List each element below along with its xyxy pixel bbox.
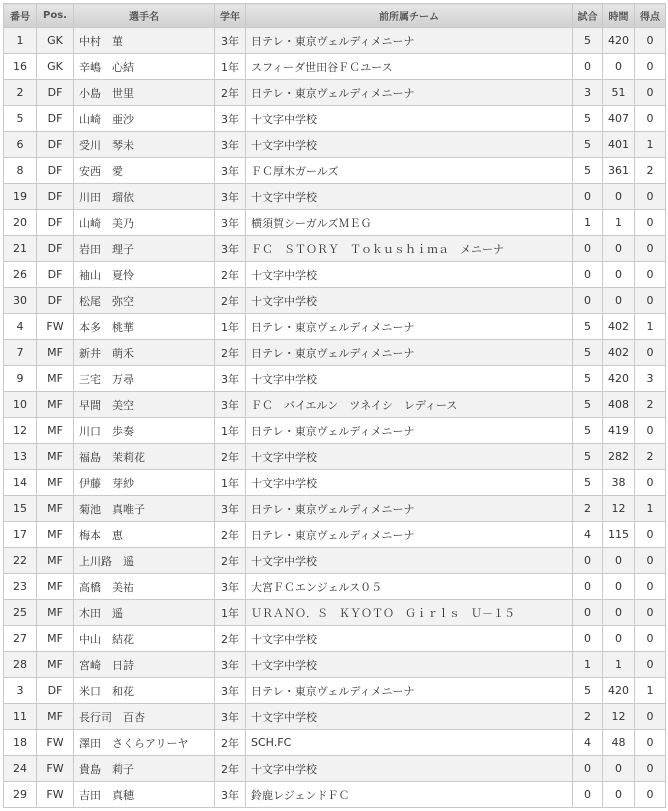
cell-previous-team: 日テレ・東京ヴェルディメニーナ: [246, 678, 573, 704]
cell-previous-team: 鈴鹿レジェンドＦＣ: [246, 782, 573, 808]
cell-position: MF: [37, 444, 74, 470]
cell-minutes: 0: [603, 574, 635, 600]
cell-player-name: 吉田 真穂: [74, 782, 215, 808]
table-row: [4, 106, 666, 132]
cell-position: FW: [37, 782, 74, 808]
cell-player-name: 上川路 遥: [74, 548, 215, 574]
cell-number: 22: [4, 548, 37, 574]
cell-grade: 2年: [215, 262, 246, 288]
cell-player-name: 辛嶋 心結: [74, 54, 215, 80]
cell-player-name: 安西 愛: [74, 158, 215, 184]
cell-previous-team: 日テレ・東京ヴェルディメニーナ: [246, 314, 573, 340]
cell-matches: 5: [573, 444, 603, 470]
cell-minutes: 0: [603, 782, 635, 808]
cell-player-name: 山崎 亜沙: [74, 106, 215, 132]
cell-goals: 0: [635, 522, 666, 548]
cell-matches: 0: [573, 54, 603, 80]
cell-player-name: 木田 遥: [74, 600, 215, 626]
cell-goals: 0: [635, 106, 666, 132]
cell-number: 1: [4, 28, 37, 54]
roster-table-container: [3, 3, 665, 808]
cell-number: 11: [4, 704, 37, 730]
cell-minutes: 12: [603, 704, 635, 730]
cell-position: MF: [37, 418, 74, 444]
cell-matches: 0: [573, 782, 603, 808]
cell-goals: 0: [635, 548, 666, 574]
cell-minutes: 1: [603, 210, 635, 236]
cell-matches: 5: [573, 132, 603, 158]
cell-goals: 2: [635, 158, 666, 184]
table-row: [4, 392, 666, 418]
cell-grade: 2年: [215, 444, 246, 470]
cell-minutes: 0: [603, 262, 635, 288]
cell-goals: 0: [635, 28, 666, 54]
cell-goals: 0: [635, 626, 666, 652]
cell-grade: 3年: [215, 652, 246, 678]
cell-minutes: 407: [603, 106, 635, 132]
cell-goals: 0: [635, 210, 666, 236]
cell-position: DF: [37, 80, 74, 106]
cell-previous-team: 大宮ＦＣエンジェルス０５: [246, 574, 573, 600]
cell-position: DF: [37, 158, 74, 184]
table-row: [4, 548, 666, 574]
table-row: [4, 600, 666, 626]
cell-player-name: 三宅 万尋: [74, 366, 215, 392]
cell-grade: 3年: [215, 366, 246, 392]
cell-grade: 3年: [215, 28, 246, 54]
cell-grade: 1年: [215, 470, 246, 496]
cell-player-name: 小島 世里: [74, 80, 215, 106]
cell-player-name: 福島 茉莉花: [74, 444, 215, 470]
cell-previous-team: 日テレ・東京ヴェルディメニーナ: [246, 80, 573, 106]
cell-player-name: 貴島 莉子: [74, 756, 215, 782]
cell-minutes: 420: [603, 678, 635, 704]
cell-grade: 3年: [215, 782, 246, 808]
cell-goals: 0: [635, 288, 666, 314]
cell-minutes: 115: [603, 522, 635, 548]
cell-minutes: 408: [603, 392, 635, 418]
cell-position: GK: [37, 54, 74, 80]
cell-goals: 2: [635, 444, 666, 470]
cell-grade: 2年: [215, 288, 246, 314]
table-row: [4, 496, 666, 522]
cell-previous-team: ＦＣ ＳＴＯＲＹ Ｔｏｋｕｓｈｉｍａ メニーナ: [246, 236, 573, 262]
cell-previous-team: 十文字中学校: [246, 288, 573, 314]
table-row: [4, 652, 666, 678]
cell-player-name: 中山 結花: [74, 626, 215, 652]
table-row: [4, 418, 666, 444]
cell-minutes: 0: [603, 288, 635, 314]
table-row: [4, 470, 666, 496]
cell-position: MF: [37, 600, 74, 626]
cell-position: DF: [37, 236, 74, 262]
cell-matches: 5: [573, 678, 603, 704]
cell-minutes: 402: [603, 314, 635, 340]
cell-player-name: 川田 瑠依: [74, 184, 215, 210]
cell-grade: 2年: [215, 756, 246, 782]
cell-position: DF: [37, 132, 74, 158]
header-number: 番号: [4, 4, 37, 28]
table-row: [4, 730, 666, 756]
cell-matches: 5: [573, 28, 603, 54]
cell-grade: 3年: [215, 236, 246, 262]
cell-matches: 0: [573, 574, 603, 600]
table-row: [4, 756, 666, 782]
table-row: [4, 678, 666, 704]
cell-matches: 5: [573, 106, 603, 132]
header-matches: 試合: [573, 4, 603, 28]
cell-previous-team: SCH.FC: [246, 730, 573, 756]
cell-player-name: 本多 桃華: [74, 314, 215, 340]
roster-table: [3, 3, 666, 808]
cell-grade: 3年: [215, 496, 246, 522]
cell-goals: 1: [635, 314, 666, 340]
cell-previous-team: 日テレ・東京ヴェルディメニーナ: [246, 496, 573, 522]
table-row: [4, 262, 666, 288]
cell-number: 5: [4, 106, 37, 132]
cell-goals: 2: [635, 392, 666, 418]
cell-matches: 5: [573, 366, 603, 392]
cell-position: MF: [37, 704, 74, 730]
cell-number: 29: [4, 782, 37, 808]
cell-goals: 0: [635, 184, 666, 210]
cell-position: MF: [37, 522, 74, 548]
cell-grade: 2年: [215, 626, 246, 652]
cell-player-name: 山崎 美乃: [74, 210, 215, 236]
cell-player-name: 松尾 弥空: [74, 288, 215, 314]
cell-position: MF: [37, 366, 74, 392]
cell-matches: 5: [573, 418, 603, 444]
cell-grade: 2年: [215, 730, 246, 756]
cell-grade: 3年: [215, 210, 246, 236]
cell-previous-team: 十文字中学校: [246, 262, 573, 288]
cell-player-name: 菊池 真唯子: [74, 496, 215, 522]
cell-matches: 1: [573, 652, 603, 678]
cell-matches: 5: [573, 392, 603, 418]
cell-matches: 0: [573, 236, 603, 262]
cell-grade: 2年: [215, 80, 246, 106]
cell-position: GK: [37, 28, 74, 54]
cell-minutes: 0: [603, 548, 635, 574]
cell-grade: 2年: [215, 340, 246, 366]
cell-number: 6: [4, 132, 37, 158]
cell-goals: 0: [635, 574, 666, 600]
cell-goals: 0: [635, 236, 666, 262]
cell-player-name: 受川 琴未: [74, 132, 215, 158]
header-position: Pos.: [37, 4, 74, 28]
cell-number: 15: [4, 496, 37, 522]
cell-matches: 1: [573, 210, 603, 236]
cell-previous-team: 十文字中学校: [246, 704, 573, 730]
cell-player-name: 高橋 美祐: [74, 574, 215, 600]
cell-grade: 3年: [215, 184, 246, 210]
cell-player-name: 梅本 恵: [74, 522, 215, 548]
cell-minutes: 0: [603, 184, 635, 210]
cell-goals: 3: [635, 366, 666, 392]
cell-grade: 1年: [215, 418, 246, 444]
cell-player-name: 米口 和花: [74, 678, 215, 704]
cell-number: 25: [4, 600, 37, 626]
cell-matches: 0: [573, 262, 603, 288]
cell-goals: 0: [635, 756, 666, 782]
table-row: [4, 184, 666, 210]
cell-previous-team: 十文字中学校: [246, 184, 573, 210]
cell-position: MF: [37, 626, 74, 652]
cell-player-name: 袖山 夏怜: [74, 262, 215, 288]
cell-number: 24: [4, 756, 37, 782]
cell-matches: 2: [573, 496, 603, 522]
cell-number: 16: [4, 54, 37, 80]
cell-position: FW: [37, 314, 74, 340]
cell-position: DF: [37, 184, 74, 210]
cell-grade: 3年: [215, 158, 246, 184]
cell-previous-team: 十文字中学校: [246, 132, 573, 158]
cell-goals: 0: [635, 418, 666, 444]
cell-goals: 0: [635, 80, 666, 106]
cell-previous-team: 横須賀シーガルズＭＥＧ: [246, 210, 573, 236]
cell-previous-team: 日テレ・東京ヴェルディメニーナ: [246, 522, 573, 548]
cell-number: 27: [4, 626, 37, 652]
table-row: [4, 288, 666, 314]
cell-previous-team: 十文字中学校: [246, 756, 573, 782]
table-row: [4, 314, 666, 340]
cell-position: FW: [37, 756, 74, 782]
cell-minutes: 48: [603, 730, 635, 756]
cell-previous-team: ＵＲＡＮＯ．Ｓ ＫＹＯＴＯ Ｇｉｒｌｓ Ｕ－１５: [246, 600, 573, 626]
cell-position: MF: [37, 574, 74, 600]
cell-matches: 0: [573, 626, 603, 652]
table-row: [4, 132, 666, 158]
cell-minutes: 1: [603, 652, 635, 678]
cell-number: 8: [4, 158, 37, 184]
cell-goals: 0: [635, 782, 666, 808]
cell-position: DF: [37, 210, 74, 236]
cell-previous-team: ＦＣ バイエルン ツネイシ レディース: [246, 392, 573, 418]
cell-goals: 0: [635, 262, 666, 288]
cell-number: 18: [4, 730, 37, 756]
cell-matches: 3: [573, 80, 603, 106]
cell-matches: 4: [573, 730, 603, 756]
header-previous-team: 前所属チーム: [246, 4, 573, 28]
cell-position: DF: [37, 262, 74, 288]
cell-previous-team: 十文字中学校: [246, 444, 573, 470]
cell-position: DF: [37, 678, 74, 704]
cell-number: 19: [4, 184, 37, 210]
cell-player-name: 岩田 理子: [74, 236, 215, 262]
cell-number: 14: [4, 470, 37, 496]
table-row: [4, 340, 666, 366]
cell-minutes: 0: [603, 54, 635, 80]
cell-matches: 0: [573, 756, 603, 782]
cell-number: 9: [4, 366, 37, 392]
header-grade: 学年: [215, 4, 246, 28]
cell-matches: 0: [573, 288, 603, 314]
cell-player-name: 新井 萌禾: [74, 340, 215, 366]
cell-goals: 1: [635, 132, 666, 158]
table-row: [4, 54, 666, 80]
table-row: [4, 782, 666, 808]
cell-matches: 5: [573, 158, 603, 184]
header-minutes: 時間: [603, 4, 635, 28]
cell-player-name: 川口 歩奏: [74, 418, 215, 444]
cell-player-name: 伊藤 芽紗: [74, 470, 215, 496]
cell-player-name: 中村 菫: [74, 28, 215, 54]
cell-number: 2: [4, 80, 37, 106]
cell-minutes: 419: [603, 418, 635, 444]
cell-position: DF: [37, 106, 74, 132]
cell-previous-team: 十文字中学校: [246, 626, 573, 652]
cell-number: 17: [4, 522, 37, 548]
cell-position: MF: [37, 470, 74, 496]
cell-number: 3: [4, 678, 37, 704]
cell-grade: 3年: [215, 704, 246, 730]
cell-grade: 2年: [215, 522, 246, 548]
cell-number: 28: [4, 652, 37, 678]
cell-previous-team: ＦＣ厚木ガールズ: [246, 158, 573, 184]
cell-minutes: 51: [603, 80, 635, 106]
cell-number: 12: [4, 418, 37, 444]
cell-number: 23: [4, 574, 37, 600]
cell-goals: 0: [635, 704, 666, 730]
cell-grade: 1年: [215, 54, 246, 80]
cell-player-name: 早間 美空: [74, 392, 215, 418]
header-goals: 得点: [635, 4, 666, 28]
cell-position: FW: [37, 730, 74, 756]
cell-grade: 3年: [215, 678, 246, 704]
cell-grade: 3年: [215, 392, 246, 418]
cell-matches: 2: [573, 704, 603, 730]
cell-minutes: 401: [603, 132, 635, 158]
cell-minutes: 0: [603, 626, 635, 652]
cell-minutes: 0: [603, 236, 635, 262]
cell-number: 21: [4, 236, 37, 262]
cell-position: DF: [37, 288, 74, 314]
table-row: [4, 158, 666, 184]
cell-goals: 0: [635, 54, 666, 80]
cell-previous-team: 十文字中学校: [246, 106, 573, 132]
cell-grade: 3年: [215, 132, 246, 158]
cell-goals: 0: [635, 340, 666, 366]
cell-previous-team: 十文字中学校: [246, 470, 573, 496]
cell-previous-team: 十文字中学校: [246, 548, 573, 574]
table-row: [4, 574, 666, 600]
cell-matches: 5: [573, 314, 603, 340]
cell-matches: 4: [573, 522, 603, 548]
cell-minutes: 361: [603, 158, 635, 184]
cell-grade: 3年: [215, 574, 246, 600]
cell-minutes: 0: [603, 600, 635, 626]
cell-minutes: 402: [603, 340, 635, 366]
table-row: [4, 444, 666, 470]
cell-position: MF: [37, 392, 74, 418]
cell-number: 13: [4, 444, 37, 470]
cell-player-name: 澤田 さくらアリーヤ: [74, 730, 215, 756]
cell-grade: 2年: [215, 548, 246, 574]
table-row: [4, 522, 666, 548]
cell-position: MF: [37, 340, 74, 366]
cell-minutes: 420: [603, 366, 635, 392]
cell-goals: 1: [635, 678, 666, 704]
cell-previous-team: スフィーダ世田谷ＦＣユース: [246, 54, 573, 80]
cell-goals: 0: [635, 730, 666, 756]
cell-number: 20: [4, 210, 37, 236]
table-row: [4, 626, 666, 652]
cell-minutes: 420: [603, 28, 635, 54]
cell-number: 7: [4, 340, 37, 366]
table-row: [4, 28, 666, 54]
cell-position: MF: [37, 548, 74, 574]
cell-goals: 1: [635, 496, 666, 522]
cell-goals: 0: [635, 600, 666, 626]
roster-body: [4, 28, 666, 808]
cell-goals: 0: [635, 652, 666, 678]
cell-grade: 1年: [215, 314, 246, 340]
table-row: [4, 366, 666, 392]
cell-previous-team: 十文字中学校: [246, 366, 573, 392]
cell-position: MF: [37, 652, 74, 678]
cell-minutes: 38: [603, 470, 635, 496]
cell-previous-team: 日テレ・東京ヴェルディメニーナ: [246, 28, 573, 54]
cell-position: MF: [37, 496, 74, 522]
cell-number: 4: [4, 314, 37, 340]
cell-matches: 5: [573, 340, 603, 366]
cell-previous-team: 十文字中学校: [246, 652, 573, 678]
cell-previous-team: 日テレ・東京ヴェルディメニーナ: [246, 418, 573, 444]
table-row: [4, 80, 666, 106]
cell-number: 10: [4, 392, 37, 418]
table-row: [4, 236, 666, 262]
cell-matches: 0: [573, 548, 603, 574]
header-player-name: 選手名: [74, 4, 215, 28]
cell-previous-team: 日テレ・東京ヴェルディメニーナ: [246, 340, 573, 366]
table-row: [4, 704, 666, 730]
cell-player-name: 長行司 百杏: [74, 704, 215, 730]
table-row: [4, 210, 666, 236]
cell-matches: 5: [573, 470, 603, 496]
cell-minutes: 12: [603, 496, 635, 522]
header-row: [4, 4, 666, 28]
cell-minutes: 0: [603, 756, 635, 782]
cell-goals: 0: [635, 470, 666, 496]
cell-matches: 0: [573, 184, 603, 210]
cell-number: 26: [4, 262, 37, 288]
cell-minutes: 282: [603, 444, 635, 470]
cell-grade: 3年: [215, 106, 246, 132]
cell-number: 30: [4, 288, 37, 314]
cell-grade: 1年: [215, 600, 246, 626]
cell-player-name: 宮崎 日詩: [74, 652, 215, 678]
cell-matches: 0: [573, 600, 603, 626]
